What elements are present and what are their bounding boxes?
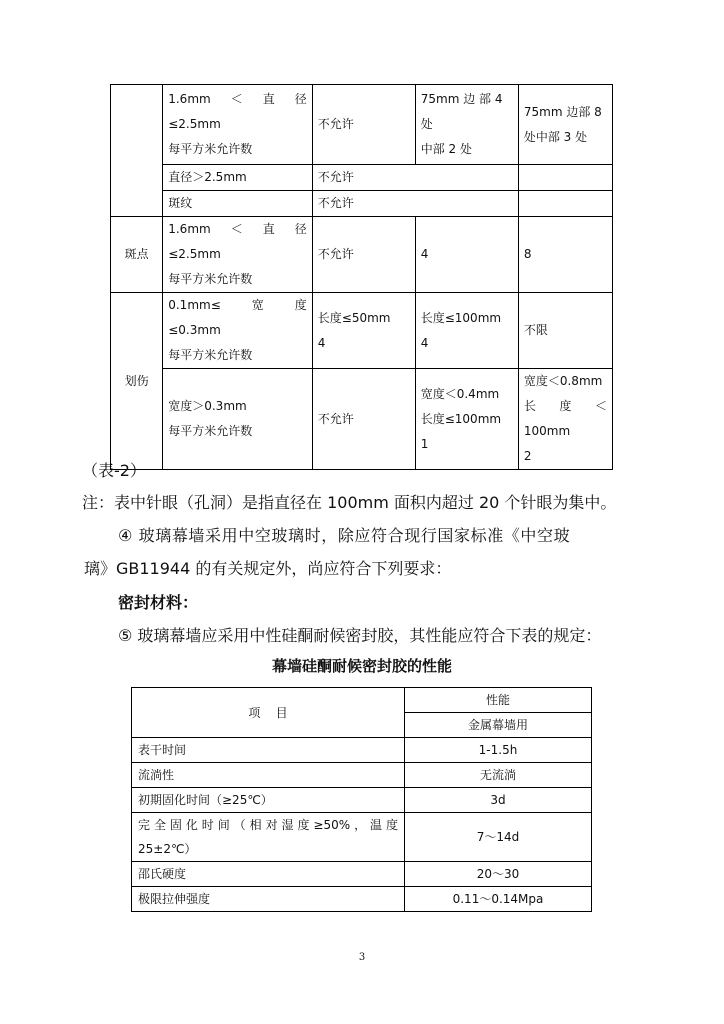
- row-value: 1-1.5h: [405, 738, 592, 763]
- cond-line: [168, 217, 307, 242]
- table-cell: [163, 293, 313, 369]
- cond-text: 径: [294, 92, 307, 106]
- cond-line: 宽度＞0.3mm: [168, 399, 247, 413]
- cell-line: 中部 2 处: [420, 142, 472, 156]
- table-cell: [312, 293, 415, 369]
- paragraph-4-line-2: 璃》GB11944 的有关规定外，尚应符合下列要求：: [84, 559, 452, 578]
- row-item-line: 完全固化时间（相对湿度≥50%，温度: [138, 818, 398, 832]
- cond-line: 每平方米允许数: [168, 424, 253, 438]
- table-cell: 斑纹: [163, 191, 313, 217]
- table-header-row: [132, 688, 592, 713]
- table-cell: 斑点: [111, 217, 163, 293]
- cond-line: 每平方米允许数: [168, 142, 253, 156]
- cell-line: 处中部 3 处: [523, 129, 588, 144]
- table-cell: 不允许: [312, 165, 518, 191]
- row-value: 无流淌: [405, 763, 592, 788]
- row-item: 流淌性: [132, 763, 405, 788]
- table-cell: 不限: [518, 293, 612, 369]
- table-row: [111, 293, 613, 369]
- cond-text: ＜: [230, 222, 243, 236]
- note-text: 注：表中针眼（孔洞）是指直径在 100mm 面积内超过 20 个针眼为集中。: [82, 493, 617, 512]
- cond-text: ＜: [230, 92, 243, 106]
- cell-text: 度: [559, 399, 572, 413]
- sealant-properties-table: [131, 687, 592, 912]
- row-item: [132, 813, 405, 862]
- paragraph-4-line-1: ④ 玻璃幕墙采用中空玻璃时，除应符合现行国家标准《中空玻: [118, 526, 571, 545]
- cell-line: 长度≤50mm: [317, 310, 391, 325]
- table-cell: 不允许: [312, 217, 415, 293]
- paragraph-5: ⑤ 玻璃幕墙应采用中性硅酮耐候密封胶，其性能应符合下表的规定：: [118, 626, 602, 645]
- table-row: [111, 217, 613, 293]
- row-value: 7～14d: [405, 813, 592, 862]
- table-cell: [415, 369, 518, 470]
- row-item: 初期固化时间（≥25℃）: [132, 788, 405, 813]
- table-cell: 划伤: [111, 293, 163, 470]
- cell-line: 宽度＜0.8mm: [523, 374, 603, 388]
- row-item: 极限拉伸强度: [132, 887, 405, 912]
- row-value: 20～30: [405, 862, 592, 887]
- table-title: 幕墙硅酮耐候密封胶的性能: [271, 657, 452, 675]
- cond-line: ≤2.5mm: [168, 117, 221, 131]
- table-cell: [518, 85, 612, 165]
- defect-table: [110, 84, 613, 470]
- cell-line: 75mm 边部 8: [523, 104, 602, 119]
- table-cell: [518, 369, 612, 470]
- table-row: [132, 887, 592, 912]
- cond-line: ≤2.5mm: [168, 247, 221, 261]
- cond-text: 0.1mm≤: [168, 298, 221, 312]
- table-cell: 不允许: [312, 85, 415, 165]
- cond-text: 直: [262, 222, 275, 236]
- cell-line: 处: [420, 117, 433, 131]
- table-row: [132, 788, 592, 813]
- cond-text: 度: [294, 298, 307, 312]
- table-cell: [111, 85, 163, 217]
- row-value: 3d: [405, 788, 592, 813]
- cell-line: 100mm: [523, 424, 571, 438]
- cond-line: [168, 87, 307, 112]
- cond-text: 1.6mm: [168, 92, 211, 106]
- row-item-line: 25±2℃）: [138, 842, 197, 856]
- cond-text: 径: [294, 222, 307, 236]
- table-row: [111, 85, 613, 165]
- table-cell: 8: [518, 217, 612, 293]
- cell-text: 长: [523, 399, 536, 413]
- cell-text: ＜: [594, 399, 607, 413]
- table-caption: （表-2）: [82, 461, 146, 480]
- table-row: [111, 369, 613, 470]
- page-number: 3: [358, 952, 366, 963]
- cell-line: 2: [523, 449, 532, 463]
- row-item: 邵氏硬度: [132, 862, 405, 887]
- section-heading: 密封材料：: [118, 593, 199, 612]
- row-item: 表干时间: [132, 738, 405, 763]
- header-sub: 金属幕墙用: [405, 713, 592, 738]
- table-cell: [163, 369, 313, 470]
- cell-line: 宽度＜0.4mm: [420, 386, 500, 401]
- table-row: [132, 738, 592, 763]
- table-cell: 不允许: [312, 191, 518, 217]
- cell-line: 长度≤100mm: [420, 310, 502, 325]
- cell-line: 75mm 边 部 4: [420, 92, 503, 106]
- table-cell: 4: [415, 217, 518, 293]
- table-cell: [163, 85, 313, 165]
- cond-line: 每平方米允许数: [168, 272, 253, 286]
- table-cell: [518, 191, 612, 217]
- cond-text: 宽: [251, 298, 264, 312]
- cond-line: ≤0.3mm: [168, 323, 221, 337]
- table-cell: [415, 293, 518, 369]
- cond-line: [168, 293, 307, 318]
- table-row: [132, 813, 592, 862]
- cond-text: 直: [262, 92, 275, 106]
- table-row: [132, 862, 592, 887]
- cell-line: 1: [420, 436, 429, 451]
- row-value: 0.11～0.14Mpa: [405, 887, 592, 912]
- table-cell: [415, 85, 518, 165]
- table-cell: 直径＞2.5mm: [163, 165, 313, 191]
- table-row: [111, 165, 613, 191]
- cell-line: 4: [420, 335, 429, 350]
- table-cell: [518, 165, 612, 191]
- cell-line: 长度≤100mm: [420, 411, 502, 426]
- table-cell: 不允许: [312, 369, 415, 470]
- cond-line: 每平方米允许数: [168, 348, 253, 362]
- cell-line: 4: [317, 335, 326, 350]
- header-performance: 性能: [405, 688, 592, 713]
- table-cell: [163, 217, 313, 293]
- cell-line: [524, 394, 607, 419]
- cond-text: 1.6mm: [168, 222, 211, 236]
- table-row: [111, 191, 613, 217]
- table-row: [132, 763, 592, 788]
- header-item: 项 目: [132, 688, 405, 738]
